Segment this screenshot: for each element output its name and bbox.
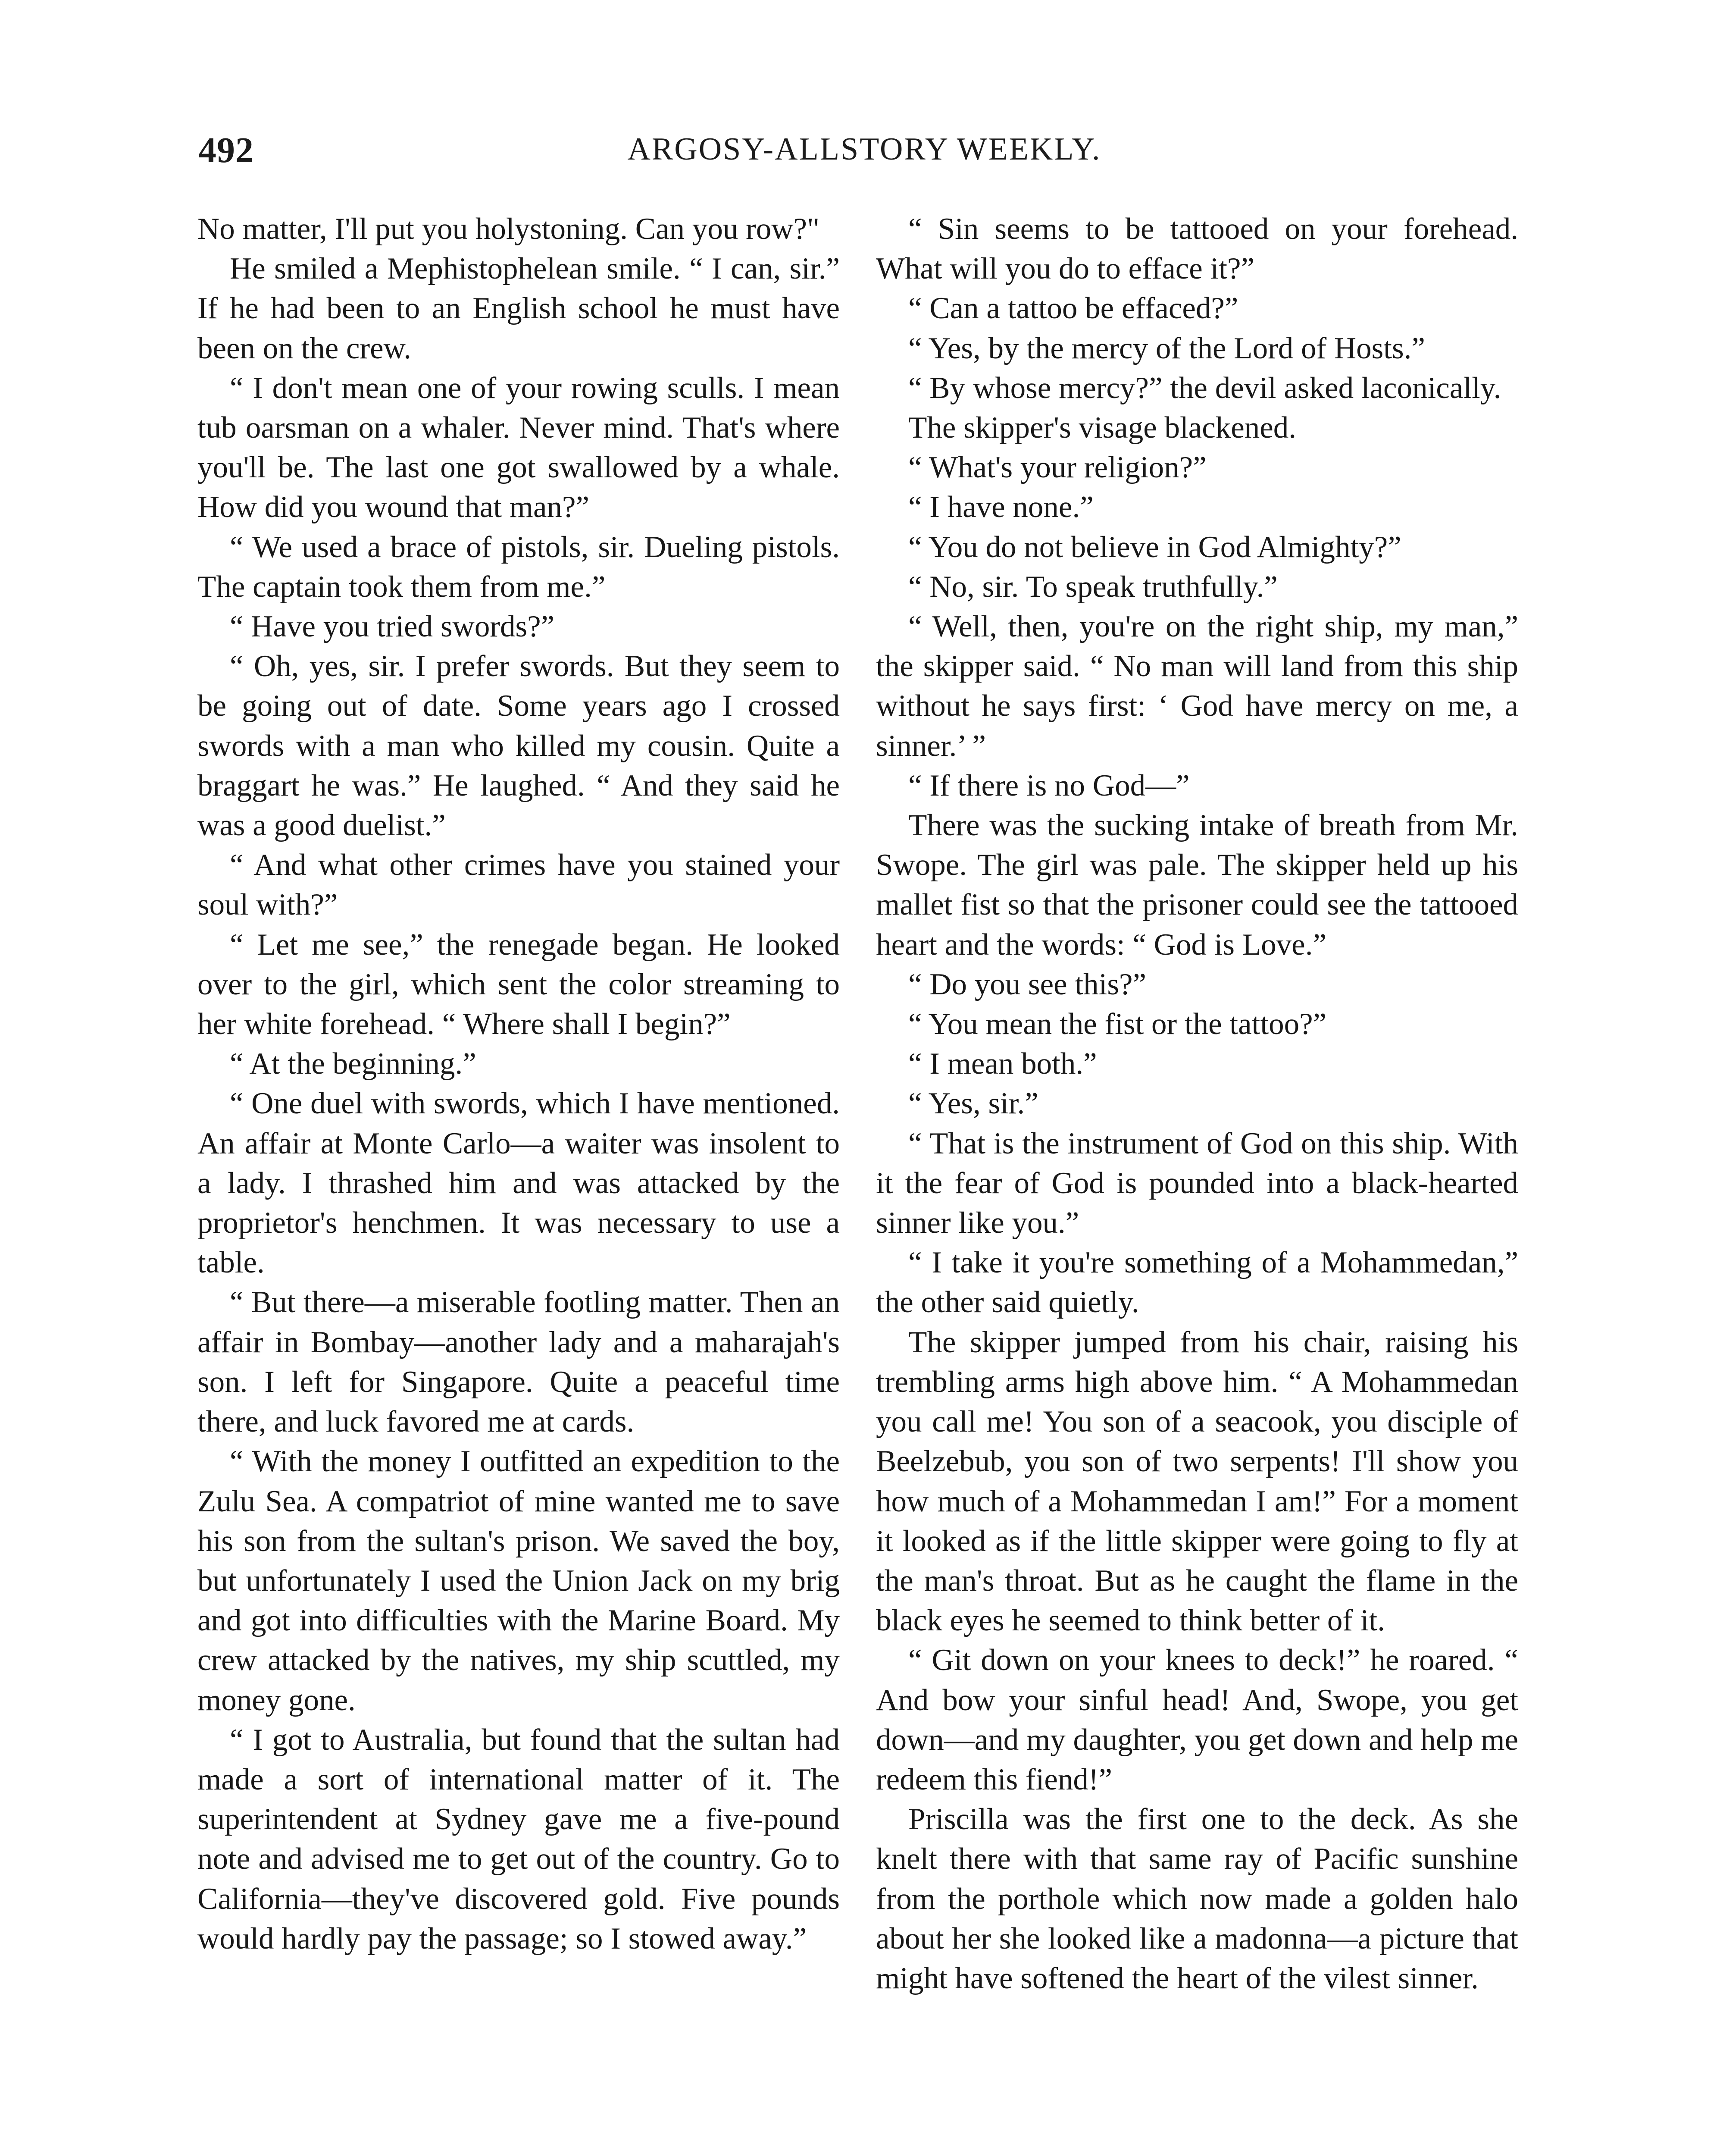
- paragraph: No matter, I'll put you holystoning. Can you row?": [197, 212, 819, 246]
- paragraph: “ I got to Australia, but found that the sultan had made a sort of international matter of it. The superintendent at Sydney gave me a five-pound note and advised me to get out of the country. Go to California—they've discovered gold. Five pounds would hardly pay the passage; so I stowed away.”: [197, 1723, 840, 1955]
- paragraph: “ Git down on your knees to deck!” he roared. “ And bow your sinful head! And, Swope, you get down—and my daughter, you get down and help me redeem this fiend!”: [876, 1643, 1518, 1796]
- paragraph: “ You do not believe in God Almighty?”: [908, 530, 1401, 564]
- paragraph: “ You mean the fist or the tattoo?”: [908, 1007, 1327, 1041]
- running-title: ARGOSY-ALLSTORY WEEKLY.: [627, 132, 1101, 167]
- paragraph: “ Do you see this?”: [908, 967, 1147, 1001]
- paragraph: “ Have you tried swords?”: [230, 610, 555, 644]
- paragraph: “ Let me see,” the renegade began. He looked over to the girl, which sent the color streaming to her white forehead. “ Where shall I begin?”: [197, 928, 840, 1041]
- paragraph: “ Can a tattoo be effaced?”: [908, 291, 1238, 326]
- paragraph: There was the sucking intake of breath from Mr. Swope. The girl was pale. The skipper held up his mallet fist so that the prisoner could see the tattooed heart and the words: “ God is Love.”: [876, 808, 1518, 962]
- paragraph: “ At the beginning.”: [230, 1047, 476, 1081]
- paragraph: “ Well, then, you're on the right ship, my man,” the skipper said. “ No man will land from this ship without he says first: ‘ God have mercy on me, a sinner.’ ”: [876, 610, 1518, 763]
- paragraph: “ What's your religion?”: [908, 451, 1207, 485]
- paragraph: “ And what other crimes have you stained your soul with?”: [197, 848, 840, 922]
- paragraph: He smiled a Mephistophelean smile. “ I can, sir.” If he had been to an English school he must have been on the crew.: [197, 252, 840, 365]
- page-header: [198, 129, 1530, 181]
- paragraph: “ No, sir. To speak truthfully.”: [908, 570, 1278, 604]
- paragraph: “ I mean both.”: [908, 1047, 1097, 1081]
- paragraph: “ With the money I outfitted an expedition to the Zulu Sea. A compatriot of mine wanted me to save his son from the sultan's prison. We saved the boy, but unfortunately I used the Union Jack on my brig and got into difficulties with the Marine Board. My crew attacked by the natives, my ship scuttled, my money gone.: [197, 1445, 840, 1717]
- paragraph: “ Oh, yes, sir. I prefer swords. But they seem to be going out of date. Some years ago I crossed swords with a man who killed my cousin. Quite a braggart he was.” He laughed. “ And they said he was a good duelist.”: [197, 649, 840, 843]
- paragraph: “ One duel with swords, which I have mentioned. An affair at Monte Carlo—a waiter was insolent to a lady. I thrashed him and was attacked by the proprietor's henchmen. It was necessary to use a table.: [197, 1087, 840, 1280]
- paragraph: “ Yes, sir.”: [908, 1087, 1038, 1121]
- paragraph: “ We used a brace of pistols, sir. Dueling pistols. The captain took them from me.”: [197, 530, 840, 604]
- paragraph: Priscilla was the first one to the deck. As she knelt there with that same ray of Pacific sunshine from the porthole which now made a golden halo about her she looked like a madonna—a picture that might have softened the heart of the vilest sinner.: [876, 1802, 1518, 1995]
- paragraph: “ Sin seems to be tattooed on your forehead. What will you do to efface it?”: [876, 212, 1518, 286]
- page-number: 492: [198, 130, 254, 170]
- paragraph: “ That is the instrument of God on this ship. With it the fear of God is pounded into a black-hearted sinner like you.”: [876, 1126, 1518, 1240]
- paragraph: The skipper's visage blackened.: [908, 411, 1296, 445]
- paragraph: “ Yes, by the mercy of the Lord of Hosts.”: [908, 331, 1425, 365]
- paragraph: “ I don't mean one of your rowing sculls. I mean tub oarsman on a whaler. Never mind. That's where you'll be. The last one got swallowed by a whale. How did you wound that man?”: [197, 371, 840, 524]
- paragraph: “ By whose mercy?” the devil asked laconically.: [908, 371, 1501, 405]
- left-text-column: [197, 209, 840, 1959]
- paragraph: “ I have none.”: [908, 490, 1094, 524]
- paragraph: “ I take it you're something of a Mohammedan,” the other said quietly.: [876, 1246, 1518, 1319]
- paragraph: “ If there is no God—”: [908, 768, 1190, 802]
- paragraph: The skipper jumped from his chair, raising his trembling arms high above him. “ A Mohammedan you call me! You son of a seacook, you disciple of Beelzebub, you son of two serpents! I'll show you how much of a Mohammedan I am!” For a moment it looked as if the little skipper were going to fly at the man's throat. But as he caught the flame in the black eyes he seemed to think better of it.: [876, 1325, 1518, 1638]
- right-text-column: [876, 209, 1518, 1998]
- paragraph: “ But there—a miserable footling matter. Then an affair in Bombay—another lady and a maharajah's son. I left for Singapore. Quite a peaceful time there, and luck favored me at cards.: [197, 1285, 840, 1439]
